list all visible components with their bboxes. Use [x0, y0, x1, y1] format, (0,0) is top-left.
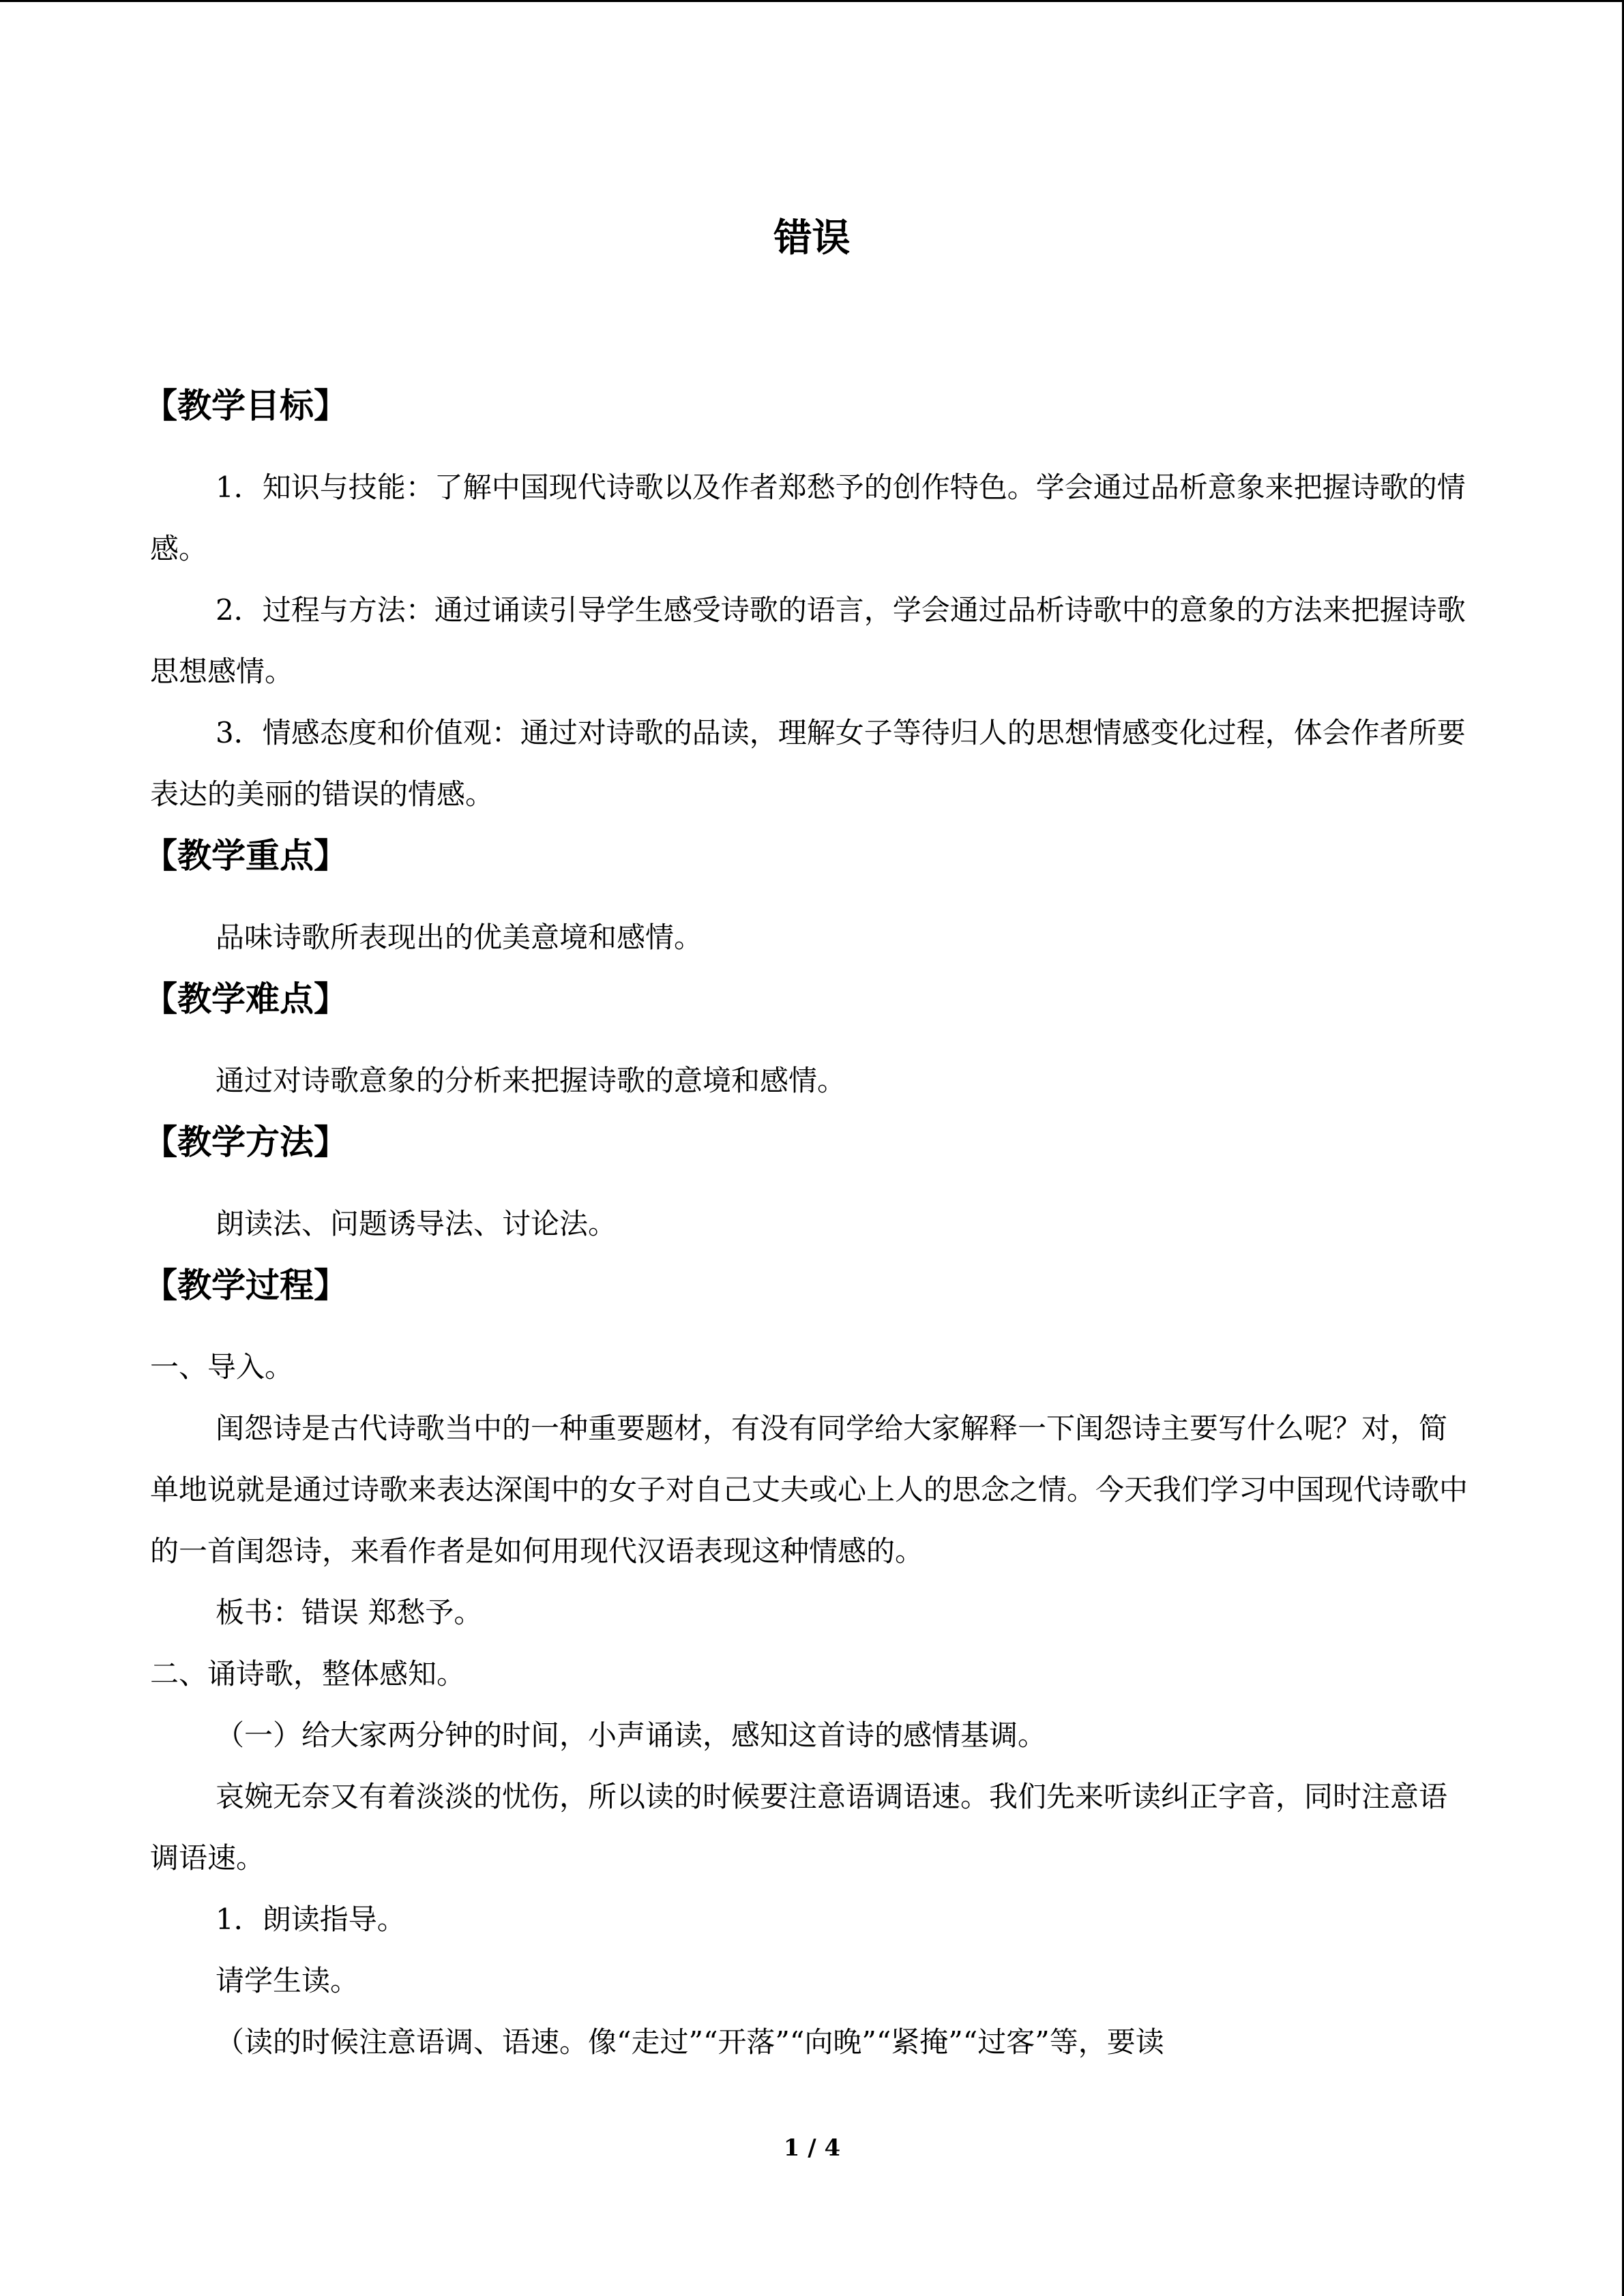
process-paragraph: （一）给大家两分钟的时间，小声诵读，感知这首诗的感情基调。 — [216, 1718, 1047, 1752]
page-number: 1 / 4 — [783, 2134, 841, 2162]
section-heading-difficulties: 【教学难点】 — [143, 979, 348, 1019]
objective-paragraph: 3．情感态度和价值观：通过对诗歌的品读，理解女子等待归人的思想情感变化过程，体会作者所要表达的美丽的错误的情感。 — [150, 716, 1466, 811]
process-paragraph: （读的时候注意语调、语速。像“走过”“开落”“向晚”“紧掩”“过客”等，要读 — [216, 2025, 1164, 2059]
process-paragraph: 1．朗读指导。 — [216, 1903, 406, 1936]
document-title: 错误 — [773, 216, 851, 260]
section-heading-methods: 【教学方法】 — [143, 1122, 348, 1162]
process-paragraph: 板书：错误 郑愁予。 — [216, 1596, 483, 1629]
page-top-border — [0, 0, 1624, 2]
process-step-title: 二、诵诗歌，整体感知。 — [150, 1657, 466, 1690]
section-heading-objectives: 【教学目标】 — [143, 386, 348, 426]
objective-paragraph: 2．过程与方法：通过诵读引导学生感受诗歌的语言，学会通过品析诗歌中的意象的方法来把握诗歌思想感情。 — [150, 593, 1466, 688]
process-step-title: 一、导入。 — [150, 1350, 294, 1384]
section-heading-key-points: 【教学重点】 — [143, 836, 348, 876]
document-body — [143, 382, 1473, 2073]
difficulties-paragraph: 通过对诗歌意象的分析来把握诗歌的意境和感情。 — [216, 1064, 846, 1097]
process-paragraph: 哀婉无奈又有着淡淡的忧伤，所以读的时候要注意语调语速。我们先来听读纠正字音，同时注意语调语速。 — [150, 1780, 1448, 1875]
methods-paragraph: 朗读法、问题诱导法、讨论法。 — [216, 1207, 617, 1240]
key-points-paragraph: 品味诗歌所表现出的优美意境和感情。 — [216, 921, 703, 954]
process-paragraph: 请学生读。 — [216, 1964, 359, 1997]
process-paragraph: 闺怨诗是古代诗歌当中的一种重要题材，有没有同学给大家解释一下闺怨诗主要写什么呢？对，简单地说就是通过诗歌来表达深闺中的女子对自己丈夫或心上人的思念之情。今天我们学习中国现代诗歌中的一首闺怨诗，来看作者是如何用现代汉语表现这种情感的。 — [150, 1412, 1468, 1568]
objective-paragraph: 1．知识与技能：了解中国现代诗歌以及作者郑愁予的创作特色。学会通过品析意象来把握诗歌的情感。 — [150, 471, 1466, 565]
section-heading-process: 【教学过程】 — [143, 1266, 348, 1305]
